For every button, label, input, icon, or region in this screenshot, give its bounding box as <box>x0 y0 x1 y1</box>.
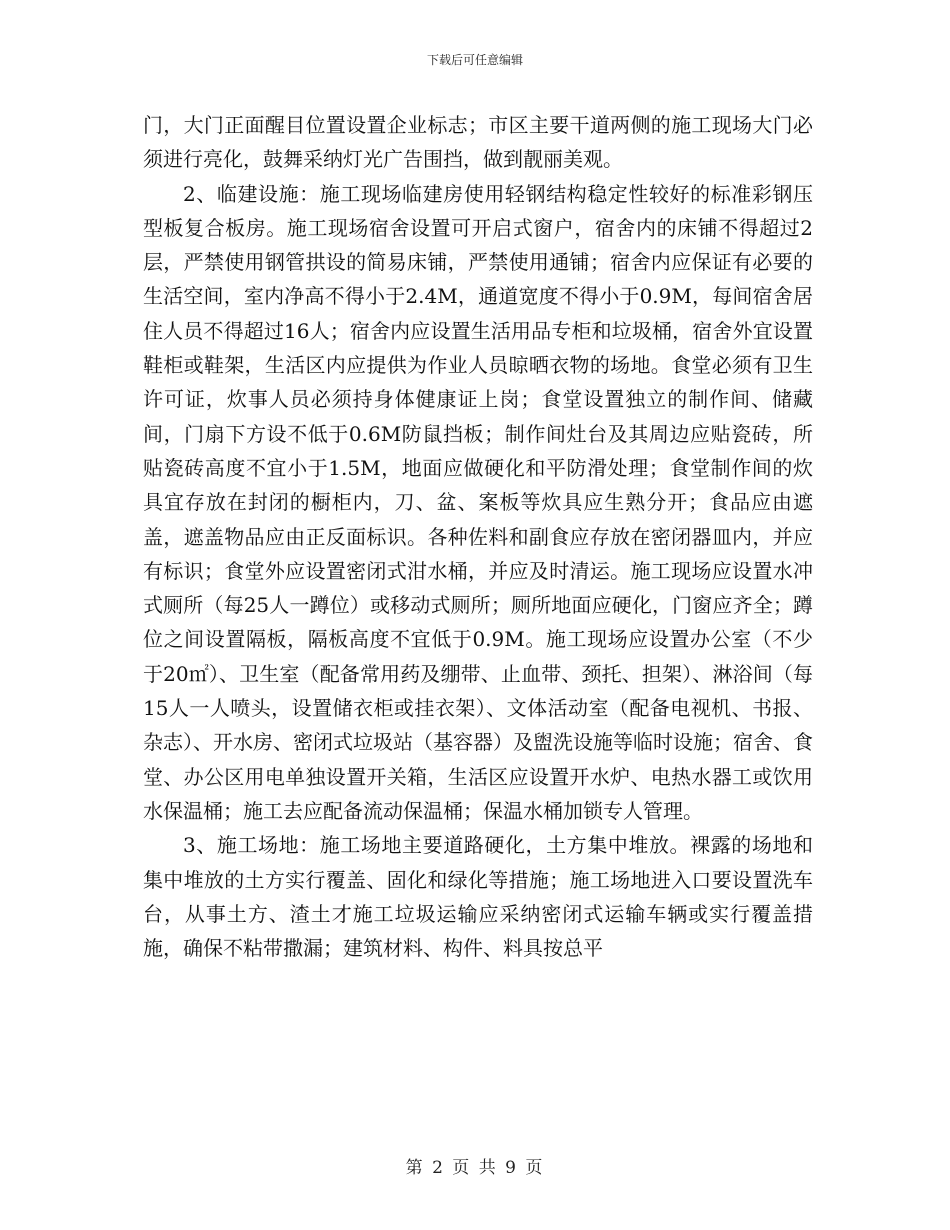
paragraph-construction-site: 3、施工场地：施工场地主要道路硬化，土方集中堆放。裸露的场地和集中堆放的土方实行覆盖、固化和绿化等措施；施工场地进入口要设置洗车台，从事土方、渣土才施工垃圾运输应采纳密闭式运输车辆或实行覆盖措施，确保不粘带撒漏；建筑材料、构件、料具按总平 <box>143 833 813 961</box>
page-header-note: 下载后可任意编辑 <box>426 53 523 67</box>
document-body <box>143 108 813 965</box>
paragraph-continuation: 门，大门正面醒目位置设置企业标志；市区主要干道两侧的施工现场大门必须进行亮化，鼓舞采纳灯光广告围挡，做到靓丽美观。 <box>143 113 813 172</box>
page-number: 第 2 页 共 9 页 <box>405 1158 545 1178</box>
paragraph-temporary-facilities: 2、临建设施：施工现场临建房使用轻钢结构稳定性较好的标准彩钢压型板复合板房。施工现场宿舍设置可开启式窗户，宿舍内的床铺不得超过2层，严禁使用钢管拱设的简易床铺，严禁使用通铺；宿舍内应保证有必要的生活空间，室内净高不得小于2.4M，通道宽度不得小于0.9M，每间宿舍居住人员不得超过16人；宿舍内应设置生活用品专柜和垃圾桶，宿舍外宜设置鞋柜或鞋架，生活区内应提供为作业人员晾晒衣物的场地。食堂必须有卫生许可证，炊事人员必须持身体健康证上岗；食堂设置独立的制作间、储藏间，门扇下方设不低于0.6M防鼠挡板；制作间灶台及其周边应贴瓷砖，所贴瓷砖高度不宜小于1.5M，地面应做硬化和平防滑处理；食堂制作间的炊具宜存放在封闭的橱柜内，刀、盆、案板等炊具应生熟分开；食品应由遮盖，遮盖物品应由正反面标识。各种佐料和副食应存放在密闭器皿内，并应有标识；食堂外应设置密闭式泔水桶，并应及时清运。施工现场应设置水冲式厕所（每25人一蹲位）或移动式厕所；厕所地面应硬化，门窗应齐全；蹲位之间设置隔板，隔板高度不宜低于0.9M。施工现场应设置办公室（不少于20㎡）、卫生室（配备常用药及绷带、止血带、颈托、担架）、淋浴间（每15人一人喷头，设置储衣柜或挂衣架）、文体活动室（配备电视机、书报、杂志）、开水房、密闭式垃圾站（基容器）及盥洗设施等临时设施；宿舍、食堂、办公区用电单独设置开关箱，生活区应设置开水炉、电热水器工或饮用水保温桶；施工去应配备流动保温桶；保温水桶加锁专人管理。 <box>143 181 813 823</box>
